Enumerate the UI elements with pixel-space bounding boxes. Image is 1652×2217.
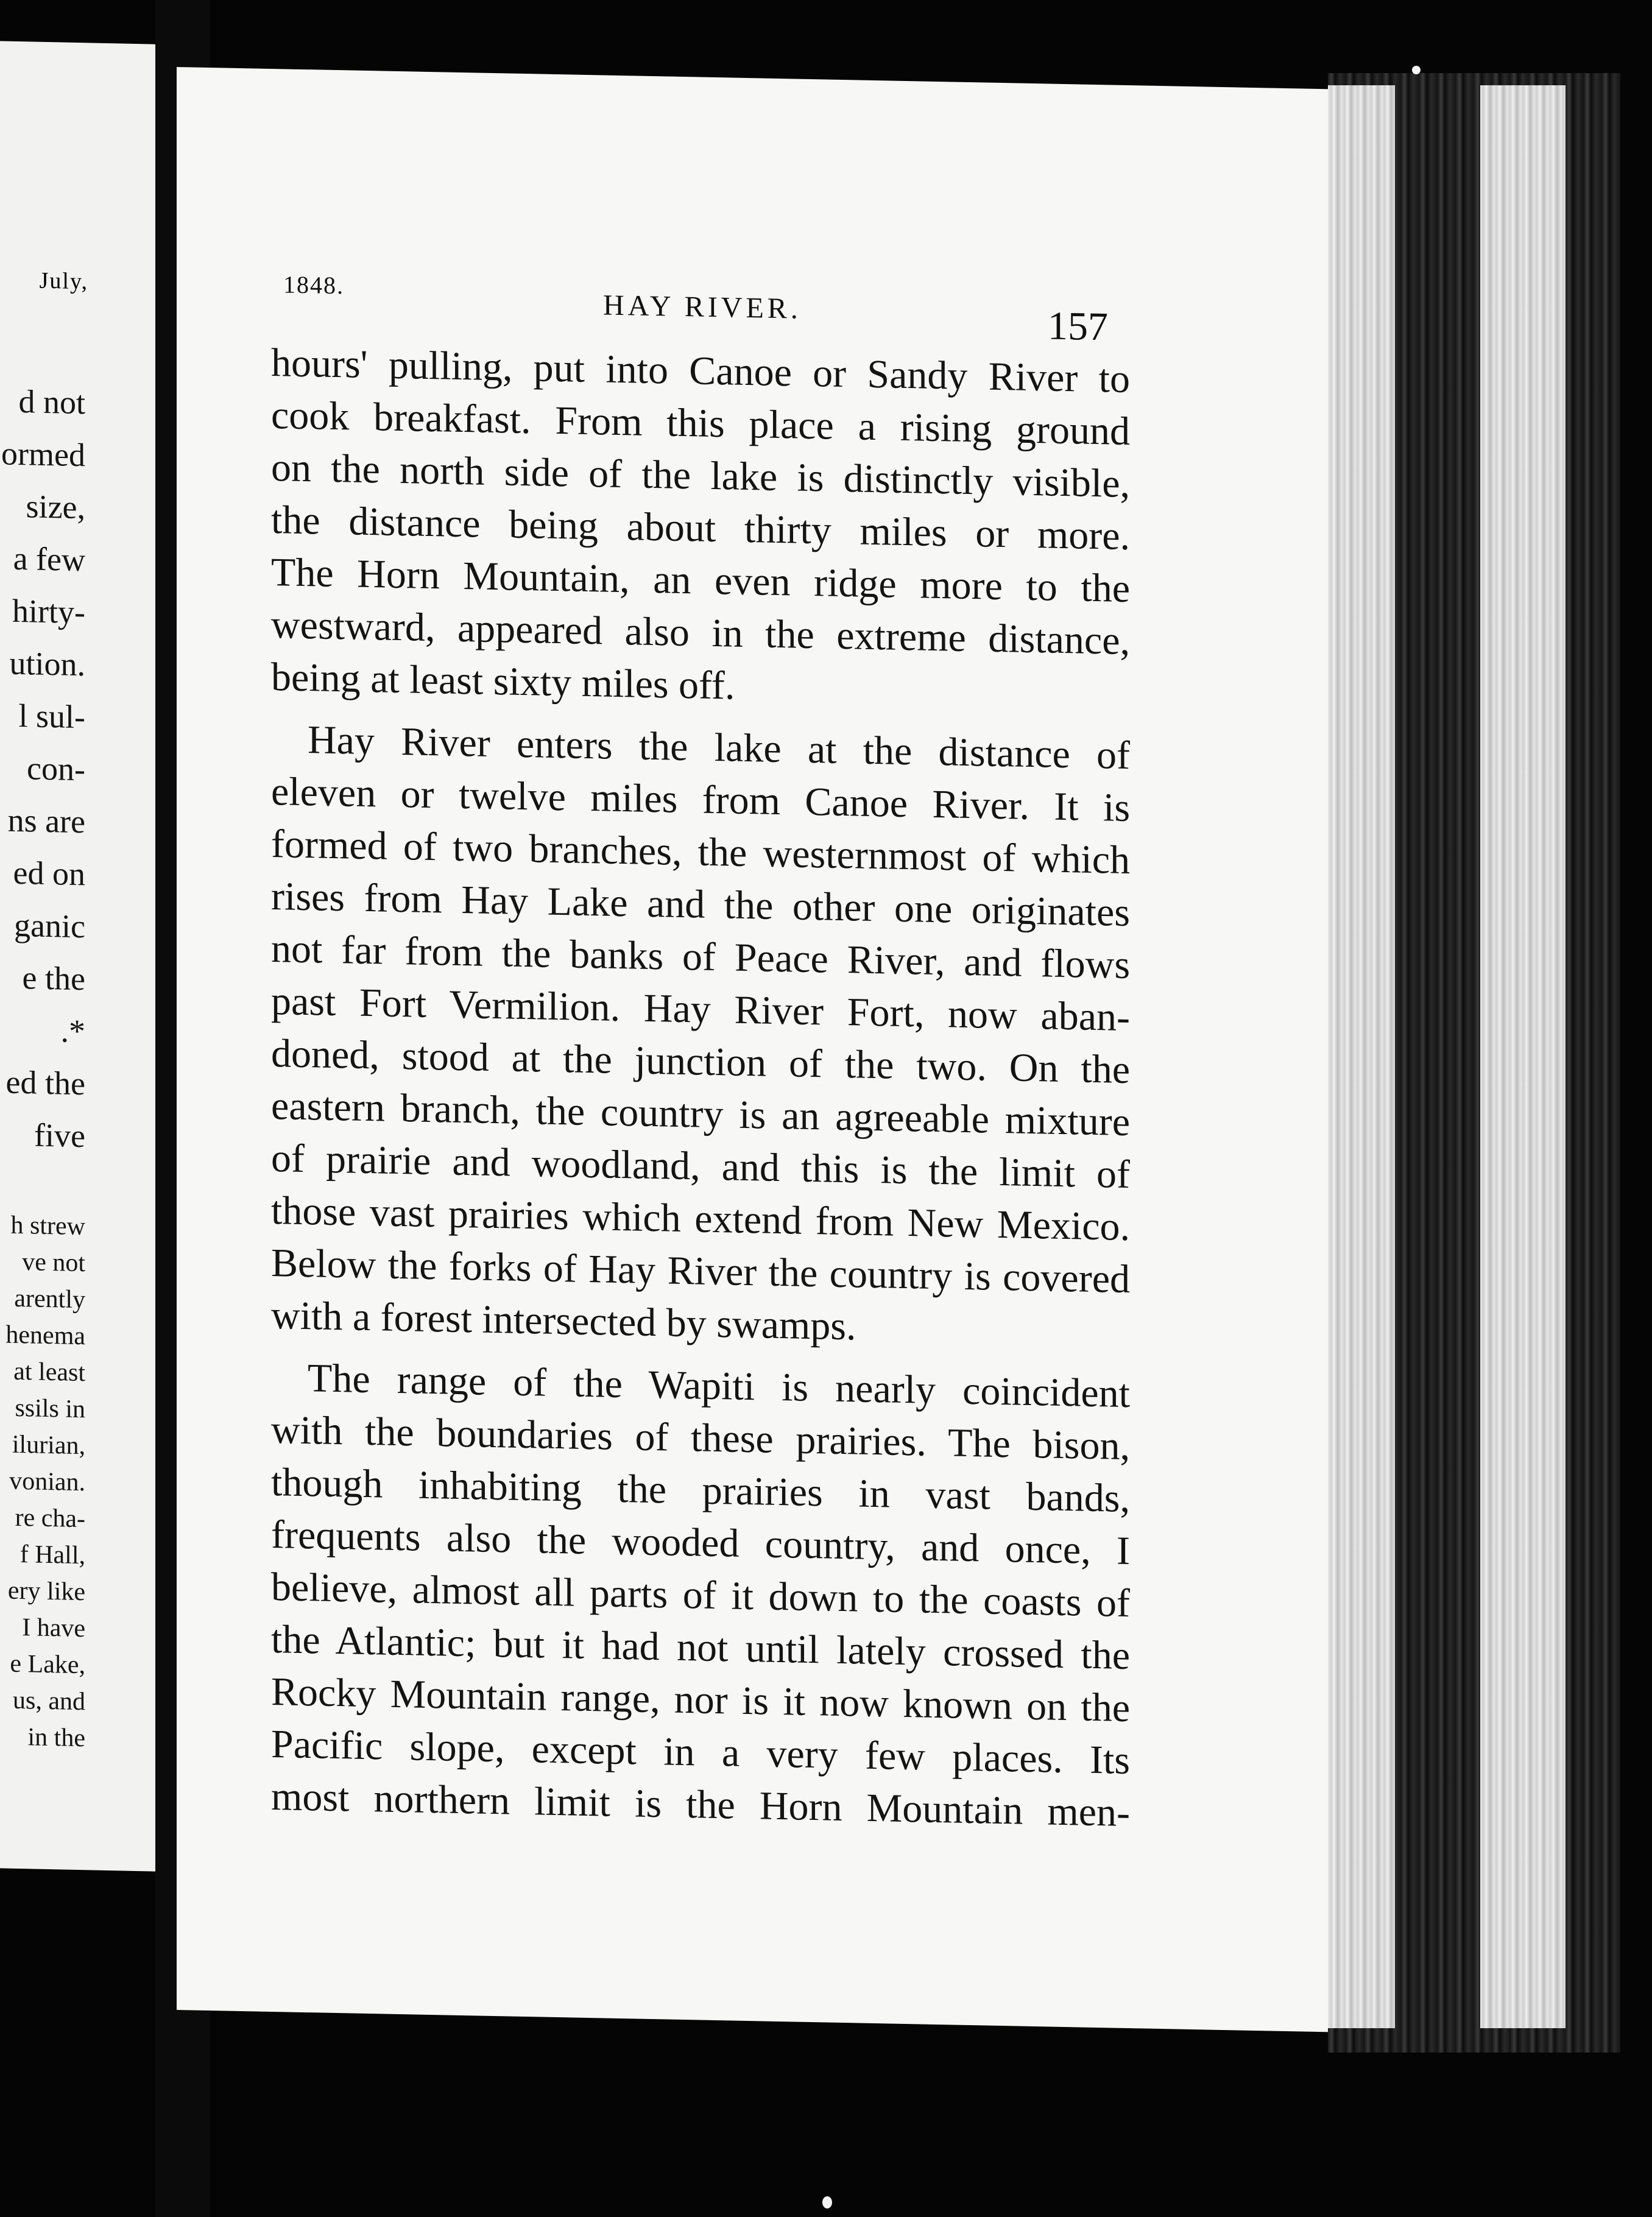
left-page-footnote-line: h strew [10,1211,85,1241]
left-page-footnote-line: in the [27,1723,85,1753]
left-page-line: five [34,1116,85,1155]
left-page-footnote-line: e Lake, [10,1649,85,1680]
left-page-footnote-line: f Hall, [19,1540,85,1570]
left-page-footnote-line: vonian. [9,1467,85,1497]
left-page-line: e the [22,959,85,998]
left-page-line: ganic [14,906,85,945]
left-page-footnote-line: ve not [22,1248,85,1278]
left-page-footnote-line: I have [22,1613,85,1643]
left-page-line: ns are [7,802,85,841]
left-page-line: a few [13,540,85,579]
text-line: frequents also the wooded country, and once, I [271,1512,1130,1574]
text-line: Hay River enters the lake at the distance of [308,717,1130,778]
left-page-line: ed on [13,854,85,893]
running-header-title: HAY RIVER. [603,289,802,325]
left-page-line: l sul- [18,697,85,736]
running-header-year: 1848. [283,270,344,300]
text-line: the distance being about thirty miles or more. [271,497,1130,559]
dust-speck [1412,66,1421,74]
left-page-line: ed the [5,1063,85,1102]
left-page-footnote-line: arently [14,1284,85,1314]
left-page-footnote-line: re cha- [15,1503,85,1534]
text-line: past Fort Vermilion. Hay River Fort, now aban- [271,978,1130,1040]
left-page-fragment [0,41,155,1871]
text-line: hours' pulling, put into Canoe or Sandy River to [271,340,1130,402]
paragraph-3 [271,1352,1130,1839]
right-page [177,67,1346,2032]
text-line: rises from Hay Lake and the other one originates [271,873,1130,936]
text-line: being at least sixty miles off. [271,654,735,708]
text-line: Pacific slope, except in a very few places. Its [271,1721,1130,1783]
left-page-line: con- [27,750,85,788]
left-page-footnote-line: henema [5,1320,85,1351]
text-line: eastern branch, the country is an agreeable mixture [271,1083,1130,1145]
text-line: believe, almost all parts of it down to the coasts of [271,1564,1130,1626]
left-page-line: d not [18,382,85,421]
text-line: eleven or twelve miles from Canoe River. It is [271,769,1130,831]
book-page-edges [1328,73,1620,2053]
text-line: with the boundaries of these prairies. The bison, [271,1407,1130,1469]
left-page-line: ormed [1,435,85,474]
text-line: not far from the banks of Peace River, and flows [271,926,1130,988]
left-page-line: ution. [9,644,85,683]
text-line: most northern limit is the Horn Mountain men- [271,1774,1130,1836]
left-page-footnote-line: ilurian, [12,1430,85,1461]
text-line: westward, appeared also in the extreme distance, [271,602,1130,664]
left-page-footnote-line: us, and [13,1686,85,1716]
left-page-header: July, [39,267,88,295]
left-page-line: .* [60,1012,85,1050]
text-line: with a forest intersected by swamps. [271,1292,856,1349]
page-number: 157 [1048,303,1108,350]
body-text [271,337,1130,1839]
text-line: Rocky Mountain range, nor is it now known on the [271,1669,1130,1731]
left-page-line: size, [26,488,85,526]
left-page-footnote-line: at least [13,1357,85,1387]
text-line: The Horn Mountain, an even ridge more to the [271,549,1130,612]
text-line: formed of two branches, the westernmost of which [271,821,1130,883]
text-line: the Atlantic; but it had not until lately crossed the [271,1616,1130,1679]
text-line: The range of the Wapiti is nearly coincident [308,1356,1130,1417]
left-page-footnote-line: ery like [7,1576,85,1607]
text-line: cook breakfast. From this place a rising ground [271,392,1130,454]
text-line: of prairie and woodland, and this is the limit of [271,1135,1130,1197]
left-page-footnote-line: ssils in [15,1394,85,1424]
text-line: Below the forks of Hay River the country is covered [271,1240,1130,1302]
left-page-line: hirty- [12,592,85,631]
paragraph-1 [271,337,1130,720]
text-line: on the north side of the lake is distinctly visible, [271,445,1130,507]
text-line: those vast prairies which extend from New Mexico. [271,1188,1130,1250]
paragraph-2 [271,713,1130,1358]
text-line: though inhabiting the prairies in vast bands, [271,1459,1130,1521]
text-line: doned, stood at the junction of the two. On the [271,1031,1130,1093]
dust-speck [822,2196,832,2208]
